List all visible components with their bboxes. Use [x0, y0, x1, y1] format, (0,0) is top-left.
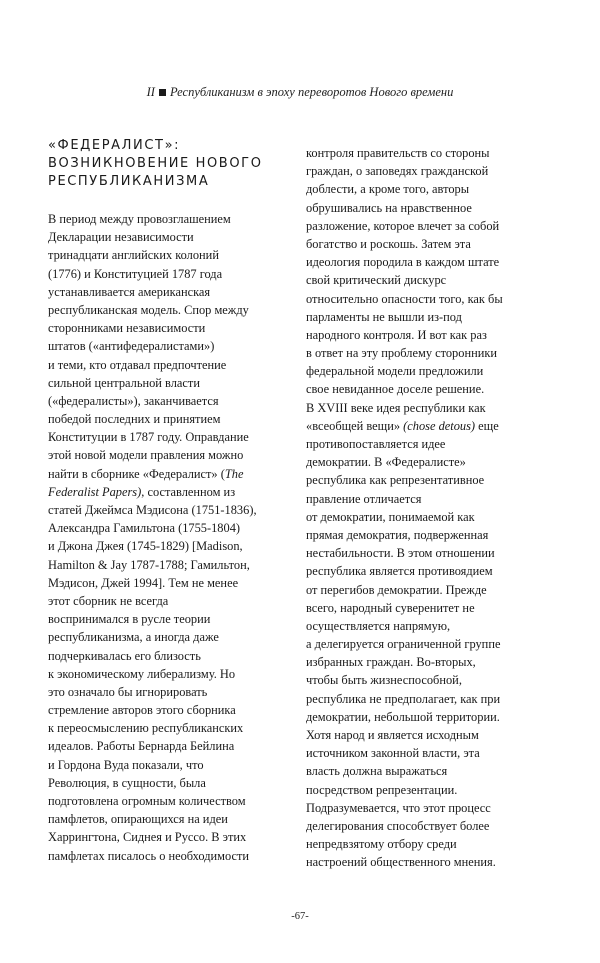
- heading-line: «ФЕДЕРАЛИСТ»:: [48, 138, 181, 153]
- running-head-title: Республиканизм в эпоху переворотов Нового времени: [169, 85, 454, 99]
- text-line: устанавливается американская: [48, 284, 211, 299]
- text-line: осуществляется напрямую,: [306, 618, 451, 633]
- text-line: демократии, небольшой территории.: [306, 709, 500, 724]
- text-line: Александра Гамильтона (1755-1804): [48, 521, 241, 536]
- text-line: чтобы быть жизнеспособной,: [306, 673, 462, 688]
- text-line: всего, народный суверенитет не: [306, 600, 475, 615]
- text-line: противопоставляется идее: [306, 437, 446, 451]
- text-line: а делегируется ограниченной группе: [306, 637, 501, 652]
- text-line: («федералисты»), заканчивается: [48, 393, 219, 408]
- right-column-text: [306, 144, 552, 872]
- text-line: памфлетов, опирающихся на идеи: [48, 812, 228, 827]
- text-line: свое невиданное доселе решение.: [306, 382, 485, 397]
- text-line: республика не предполагает, как при: [306, 691, 501, 706]
- text-line: от перегибов демократии. Прежде: [306, 582, 487, 597]
- text-line: относительно опасности того, как бы: [306, 291, 503, 306]
- text-line: делегирования способствует более: [306, 818, 490, 833]
- text-line: статей Джеймса Мэдисона (1751-1836),: [48, 503, 257, 517]
- text-line: сторонниками независимости: [48, 321, 206, 336]
- text-line: разложение, которое влечет за собой: [306, 218, 500, 233]
- text-line: «всеобщей вещи» (chose detous) еще: [306, 418, 499, 433]
- text-line: Подразумевается, что этот процесс: [306, 800, 491, 815]
- text-line: (1776) и Конституцией 1787 года: [48, 266, 223, 281]
- text-line: Конституции в 1787 году. Оправдание: [48, 430, 249, 445]
- text-line: власть должна выражаться: [306, 764, 448, 779]
- text-line: сильной центральной власти: [48, 375, 200, 390]
- text-line: избранных граждан. Во-вторых,: [306, 655, 476, 670]
- heading-line: ВОЗНИКНОВЕНИЕ НОВОГО: [48, 156, 263, 171]
- text-line: народного контроля. И вот как раз: [306, 327, 487, 342]
- text-line: обрушивались на нравственное: [306, 200, 472, 215]
- text-line: памфлетах писалось о необходимости: [48, 848, 250, 863]
- text-line: демократии. В «Федералисте»: [306, 455, 466, 470]
- text-line: Революция, в сущности, была: [48, 775, 206, 790]
- section-heading: [48, 137, 288, 191]
- text-line: воспринимался в русле теории: [48, 612, 211, 627]
- text-line: республиканская модель. Спор между: [48, 302, 249, 317]
- text-line: федеральной модели предложили: [306, 364, 484, 379]
- page-number: -67-: [291, 911, 309, 922]
- text-line: свой критический дискурс: [306, 273, 447, 288]
- text-line: и теми, кто отдавал предпочтение: [48, 357, 227, 372]
- text-line: республиканизма, а иногда даже: [48, 630, 219, 645]
- text-line: к переосмыслению республиканских: [48, 721, 244, 736]
- text-line: тринадцати английских колоний: [48, 248, 219, 263]
- text-line: идеалов. Работы Бернарда Бейлина: [48, 739, 235, 754]
- text-line: в ответ на эту проблему сторонники: [306, 346, 497, 361]
- text-line: Hamilton & Jay 1787-1788; Гамильтон,: [48, 557, 250, 572]
- running-head-numeral: II: [146, 85, 155, 99]
- text-line: идеология породила в каждом штате: [306, 255, 500, 270]
- text-line: республика является противоядием: [306, 564, 493, 579]
- text-line: прямая демократия, подверженная: [306, 527, 489, 542]
- text-line: Харрингтона, Сиднея и Руссо. В этих: [48, 830, 247, 845]
- text-line: стремление авторов этого сборника: [48, 703, 236, 718]
- text-line: и Джона Джея (1745-1829) [Madison,: [48, 539, 243, 554]
- text-line: Federalist Papers), составленном из: [48, 484, 236, 499]
- text-line: победой последних и принятием: [48, 412, 221, 427]
- text-line: Декларации независимости: [48, 230, 194, 245]
- text-line: парламенты не вышли из-под: [306, 309, 462, 324]
- text-line: непредвзятому отбору среди: [306, 837, 457, 852]
- text-line: найти в сборнике «Федералист» (The: [48, 466, 244, 481]
- left-column-text: [48, 210, 288, 865]
- text-line: богатство и роскошь. Затем эта: [306, 236, 471, 251]
- text-line: Мэдисон, Джей 1994]. Тем не менее: [48, 575, 239, 590]
- text-line: Хотя народ и является исходным: [306, 728, 479, 742]
- text-line: нестабильности. В этом отношении: [306, 546, 495, 561]
- square-bullet-icon: [159, 89, 166, 96]
- text-line: посредством репрезентации.: [306, 782, 458, 797]
- text-line: этот сборник не всегда: [48, 593, 169, 608]
- text-line: доблести, а кроме того, авторы: [306, 182, 470, 197]
- text-line: республика как репрезентативное: [306, 473, 485, 488]
- text-line: этой новой модели правления можно: [48, 448, 244, 463]
- text-line: контроля правительств со стороны: [306, 146, 490, 160]
- text-line: В XVIII веке идея республики как: [306, 400, 486, 415]
- text-line: подготовлена огромным количеством: [48, 794, 246, 808]
- text-line: подчеркивалась его близость: [48, 648, 201, 663]
- text-line: граждан, о заповедях гражданской: [306, 164, 489, 179]
- heading-line: РЕСПУБЛИКАНИЗМА: [48, 174, 210, 189]
- text-line: источником законной власти, эта: [306, 746, 480, 761]
- text-line: и Гордона Вуда показали, что: [48, 757, 204, 772]
- running-head: [0, 85, 600, 100]
- text-line: В период между провозглашением: [48, 212, 231, 226]
- text-line: правление отличается: [306, 491, 422, 506]
- text-line: настроений общественного мнения.: [306, 855, 496, 870]
- text-line: штатов («антифедералистами»): [48, 339, 215, 354]
- text-line: это означало бы игнорировать: [48, 684, 208, 699]
- text-line: к экономическому либерализму. Но: [48, 666, 236, 681]
- text-line: от демократии, понимаемой как: [306, 509, 475, 524]
